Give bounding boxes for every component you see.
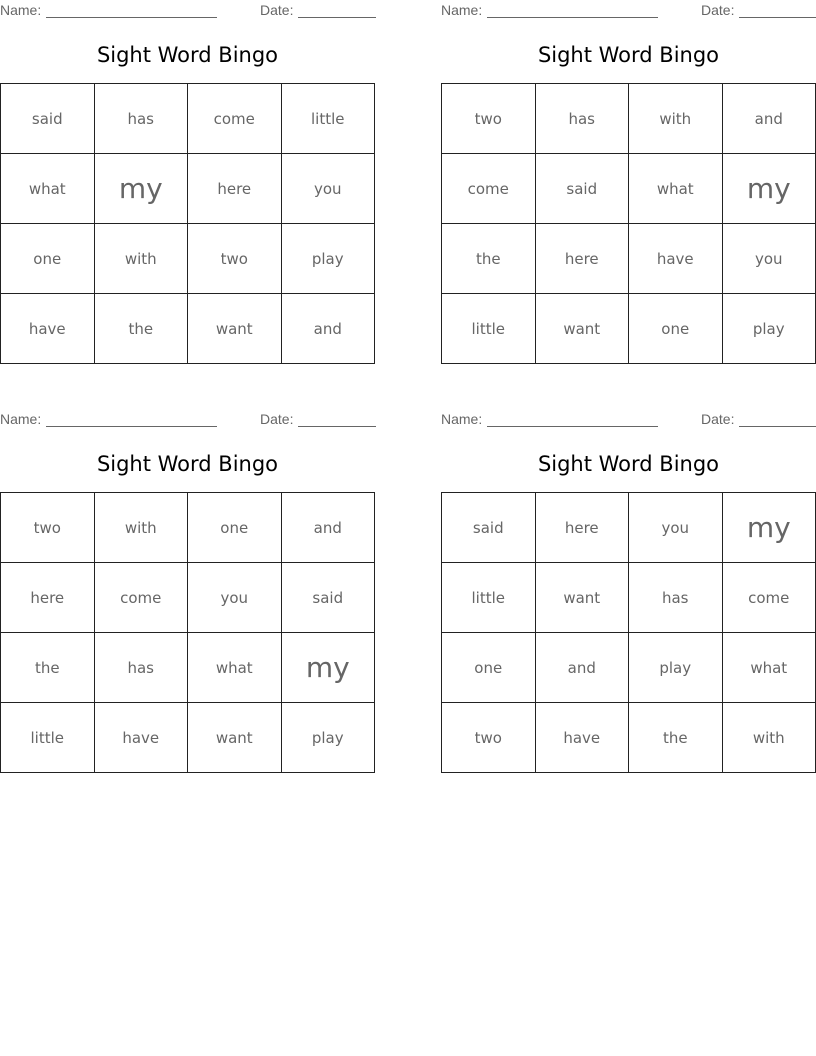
card-header: [0, 0, 376, 20]
grid-row: [1, 294, 375, 364]
bingo-cell: and: [535, 633, 629, 703]
bingo-cell: play: [629, 633, 723, 703]
bingo-cell: and: [722, 84, 816, 154]
bingo-card-4: [441, 409, 816, 784]
name-field[interactable]: [46, 426, 217, 427]
grid-row: [442, 224, 816, 294]
bingo-cell: play: [281, 703, 375, 773]
name-label: Name:: [441, 2, 483, 18]
bingo-cell: here: [535, 493, 629, 563]
bingo-cell: my: [281, 633, 375, 703]
bingo-cell: want: [188, 294, 282, 364]
bingo-cell: my: [94, 154, 188, 224]
grid-row: [1, 563, 375, 633]
card-title: Sight Word Bingo: [537, 43, 720, 67]
bingo-cell: play: [281, 224, 375, 294]
grid-row: [442, 294, 816, 364]
date-field[interactable]: [739, 426, 816, 427]
bingo-cell: play: [722, 294, 816, 364]
bingo-cell: come: [442, 154, 536, 224]
bingo-cell: what: [188, 633, 282, 703]
bingo-cell: said: [535, 154, 629, 224]
bingo-cell: with: [722, 703, 816, 773]
date-label: Date:: [260, 411, 294, 427]
card-title: Sight Word Bingo: [96, 452, 279, 476]
name-field[interactable]: [46, 17, 217, 18]
card-header: [0, 409, 376, 429]
bingo-cell: with: [629, 84, 723, 154]
bingo-cell: with: [94, 224, 188, 294]
bingo-cell: you: [722, 224, 816, 294]
card-header: [441, 409, 816, 429]
bingo-cell: the: [94, 294, 188, 364]
grid-row: [442, 563, 816, 633]
bingo-cell: little: [1, 703, 95, 773]
bingo-cell: you: [629, 493, 723, 563]
bingo-cell: come: [722, 563, 816, 633]
bingo-cell: little: [281, 84, 375, 154]
date-label: Date:: [260, 2, 294, 18]
bingo-cell: has: [535, 84, 629, 154]
bingo-cell: want: [535, 294, 629, 364]
bingo-cell: here: [188, 154, 282, 224]
grid-row: [1, 224, 375, 294]
bingo-cell: said: [1, 84, 95, 154]
bingo-cell: one: [629, 294, 723, 364]
bingo-cell: what: [1, 154, 95, 224]
bingo-cell: my: [722, 154, 816, 224]
bingo-grid: [0, 83, 375, 364]
bingo-cell: little: [442, 563, 536, 633]
bingo-cell: two: [188, 224, 282, 294]
bingo-cell: with: [94, 493, 188, 563]
bingo-cell: come: [94, 563, 188, 633]
bingo-cell: have: [535, 703, 629, 773]
bingo-cell: want: [535, 563, 629, 633]
bingo-cell: want: [188, 703, 282, 773]
bingo-cell: has: [94, 633, 188, 703]
bingo-cell: said: [442, 493, 536, 563]
name-label: Name:: [0, 411, 42, 427]
grid-row: [442, 154, 816, 224]
bingo-grid: [441, 492, 816, 773]
bingo-cell: one: [188, 493, 282, 563]
bingo-grid: [441, 83, 816, 364]
card-header: [441, 0, 816, 20]
name-field[interactable]: [487, 426, 658, 427]
card-title: Sight Word Bingo: [96, 43, 279, 67]
bingo-cell: and: [281, 493, 375, 563]
name-label: Name:: [0, 2, 42, 18]
bingo-cell: my: [722, 493, 816, 563]
bingo-cell: come: [188, 84, 282, 154]
bingo-cell: said: [281, 563, 375, 633]
bingo-cell: one: [1, 224, 95, 294]
name-field[interactable]: [487, 17, 658, 18]
name-label: Name:: [441, 411, 483, 427]
bingo-cell: what: [629, 154, 723, 224]
bingo-cell: the: [629, 703, 723, 773]
grid-row: [442, 493, 816, 563]
grid-row: [1, 154, 375, 224]
date-label: Date:: [701, 411, 735, 427]
bingo-cell: has: [629, 563, 723, 633]
bingo-cell: has: [94, 84, 188, 154]
bingo-cell: you: [188, 563, 282, 633]
date-field[interactable]: [739, 17, 816, 18]
grid-row: [442, 84, 816, 154]
date-label: Date:: [701, 2, 735, 18]
bingo-cell: two: [442, 84, 536, 154]
grid-row: [1, 493, 375, 563]
grid-row: [1, 84, 375, 154]
bingo-cell: here: [535, 224, 629, 294]
bingo-cell: what: [722, 633, 816, 703]
card-title: Sight Word Bingo: [537, 452, 720, 476]
bingo-cell: the: [1, 633, 95, 703]
grid-row: [442, 633, 816, 703]
bingo-card-2: [441, 0, 816, 375]
bingo-cell: have: [1, 294, 95, 364]
grid-row: [442, 703, 816, 773]
date-field[interactable]: [298, 17, 376, 18]
bingo-cell: two: [442, 703, 536, 773]
date-field[interactable]: [298, 426, 376, 427]
bingo-card-1: [0, 0, 376, 375]
bingo-cell: here: [1, 563, 95, 633]
bingo-cell: the: [442, 224, 536, 294]
bingo-cell: one: [442, 633, 536, 703]
bingo-cell: two: [1, 493, 95, 563]
bingo-cell: and: [281, 294, 375, 364]
bingo-card-3: [0, 409, 376, 784]
bingo-cell: have: [94, 703, 188, 773]
bingo-cell: you: [281, 154, 375, 224]
grid-row: [1, 633, 375, 703]
bingo-grid: [0, 492, 375, 773]
bingo-cell: little: [442, 294, 536, 364]
grid-row: [1, 703, 375, 773]
bingo-cell: have: [629, 224, 723, 294]
